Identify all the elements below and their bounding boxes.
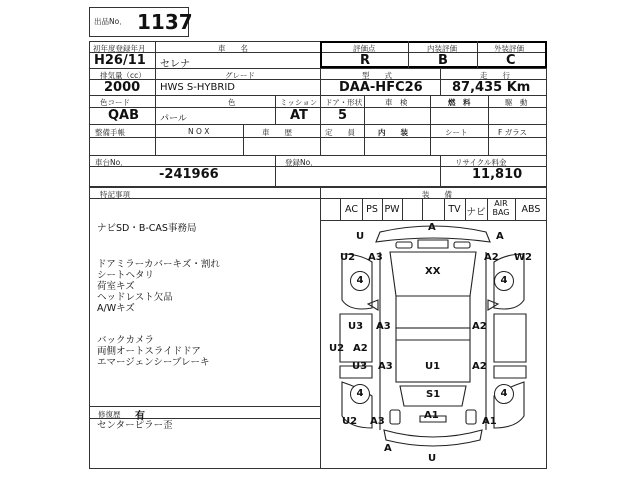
taillight-left	[390, 410, 400, 424]
tire-rear-left: 4	[350, 384, 370, 404]
damage-code: A3	[376, 321, 391, 332]
doors-value: 5	[338, 108, 348, 123]
tire-rear-right: 4	[494, 384, 514, 404]
chassis-number-label: 車台No．	[95, 158, 128, 167]
taillight-right	[466, 410, 476, 424]
remarks-label: 特記事項	[100, 190, 130, 199]
remark-line: シートヘタリ	[97, 270, 155, 281]
repair-history-value: 有	[135, 411, 145, 422]
damage-code: XX	[425, 266, 441, 277]
damage-code: U3	[352, 361, 368, 372]
remark-line: エマージェンシーブレーキ	[97, 357, 210, 368]
rear-bumper-outline	[384, 430, 482, 446]
mileage-value: 87,435 Km	[452, 80, 531, 95]
damage-code: A2	[472, 361, 487, 372]
nox-label: N O X	[188, 127, 210, 136]
damage-code: A2	[484, 252, 499, 263]
lot-number: 1137	[137, 10, 193, 34]
transmission-label: ミッション	[280, 98, 318, 107]
door-shape-label: ドア・形状	[325, 98, 363, 107]
car-name-value: セレナ	[160, 59, 190, 70]
repair-note: センターピラー歪	[97, 420, 173, 431]
capacity-label: 定 員	[325, 128, 355, 137]
equipment-airbag: AIR BAG	[492, 199, 510, 217]
remark-line: ナビSD・B-CAS事務局	[97, 223, 197, 234]
damage-code: A2	[353, 343, 368, 354]
damage-code: U3	[348, 321, 364, 332]
score-label: 評価点	[353, 44, 376, 53]
damage-code: A2	[472, 321, 487, 332]
color-value: パール	[160, 114, 187, 124]
front-grille	[418, 240, 448, 248]
car-history-label: 車 歴	[262, 128, 292, 137]
damage-code: U	[428, 453, 437, 464]
model-code-label: 型 式	[362, 71, 392, 80]
headlight-left	[396, 242, 412, 248]
fuel-label: 燃 料	[448, 98, 471, 107]
windshield-label: F ガラス	[498, 128, 527, 137]
grade-label: グレード	[225, 71, 255, 80]
service-book-label: 整備手帳	[95, 128, 125, 137]
equipment-tv: TV	[448, 204, 461, 215]
model-code-value: DAA-HFC26	[339, 80, 423, 95]
roof-outline	[396, 328, 470, 382]
remark-line: 両側オートスライドドア	[97, 346, 201, 357]
transmission-value: AT	[290, 108, 308, 123]
damage-code: A3	[378, 361, 393, 372]
color-code-label: 色コード	[100, 98, 130, 107]
damage-code: A3	[370, 416, 385, 427]
mileage-label: 走 行	[480, 71, 510, 80]
displacement-label: 排気量（cc）	[100, 71, 146, 80]
tire-front-left: 4	[350, 271, 370, 291]
grade-value: HWS S-HYBRID	[160, 82, 235, 93]
remark-line: バックカメラ	[97, 335, 155, 346]
interior-grade-value: B	[438, 53, 448, 68]
remark-line: ヘッドレスト欠品	[97, 292, 173, 303]
damage-code: W2	[514, 252, 532, 263]
color-label: 色	[228, 98, 236, 107]
damage-code: S1	[426, 389, 441, 400]
color-code-value: QAB	[108, 108, 140, 123]
windshield-outline	[396, 296, 470, 328]
remark-line: 荷室キズ	[97, 281, 135, 292]
first-registration-value: H26/11	[94, 53, 146, 68]
damage-code: A3	[368, 252, 383, 263]
score-value: R	[360, 53, 371, 68]
exterior-grade-label: 外装評価	[494, 44, 524, 53]
headlight-right	[454, 242, 470, 248]
damage-code: A	[384, 443, 392, 454]
equipment-abs: ABS	[521, 204, 541, 215]
first-registration-label: 初年度登録年月	[93, 44, 146, 53]
tire-front-right: 4	[494, 271, 514, 291]
interior-label: 内 装	[378, 128, 408, 137]
seat-label: シート	[445, 128, 468, 137]
recycle-fee-value: 11,810	[472, 167, 523, 182]
damage-code: A	[428, 222, 436, 233]
damage-code: U	[356, 231, 365, 242]
equipment-navi: ナビ	[466, 207, 486, 218]
damage-code: A1	[424, 410, 439, 421]
lot-number-label: 出品No．	[94, 17, 127, 26]
registration-number-label: 登録No．	[285, 158, 318, 167]
drive-label: 駆 動	[505, 98, 528, 107]
interior-grade-label: 内装評価	[427, 44, 457, 53]
exterior-grade-value: C	[506, 53, 516, 68]
repair-history-label: 修復歴	[98, 410, 121, 419]
equipment-ps: PS	[366, 204, 378, 215]
right-rear-door	[494, 366, 526, 378]
displacement-value: 2000	[104, 80, 141, 95]
damage-code: U1	[425, 361, 441, 372]
equipment-label: 装 備	[422, 190, 452, 199]
remark-line: A/Wキズ	[97, 303, 135, 314]
recycle-fee-label: リサイクル料金	[455, 158, 507, 167]
equipment-pw: PW	[384, 204, 400, 215]
damage-code: A1	[482, 416, 497, 427]
damage-code: U2	[342, 416, 358, 427]
damage-code: U2	[329, 343, 345, 354]
car-name-label: 車 名	[218, 44, 248, 53]
right-front-door	[494, 314, 526, 362]
remark-line: ドアミラーカバーキズ・割れ	[97, 259, 220, 270]
equipment-ac: AC	[345, 204, 358, 215]
chassis-number-value: -241966	[159, 167, 219, 182]
damage-code: U2	[340, 252, 356, 263]
inspection-label: 車 検	[385, 98, 408, 107]
damage-code: A	[496, 231, 504, 242]
